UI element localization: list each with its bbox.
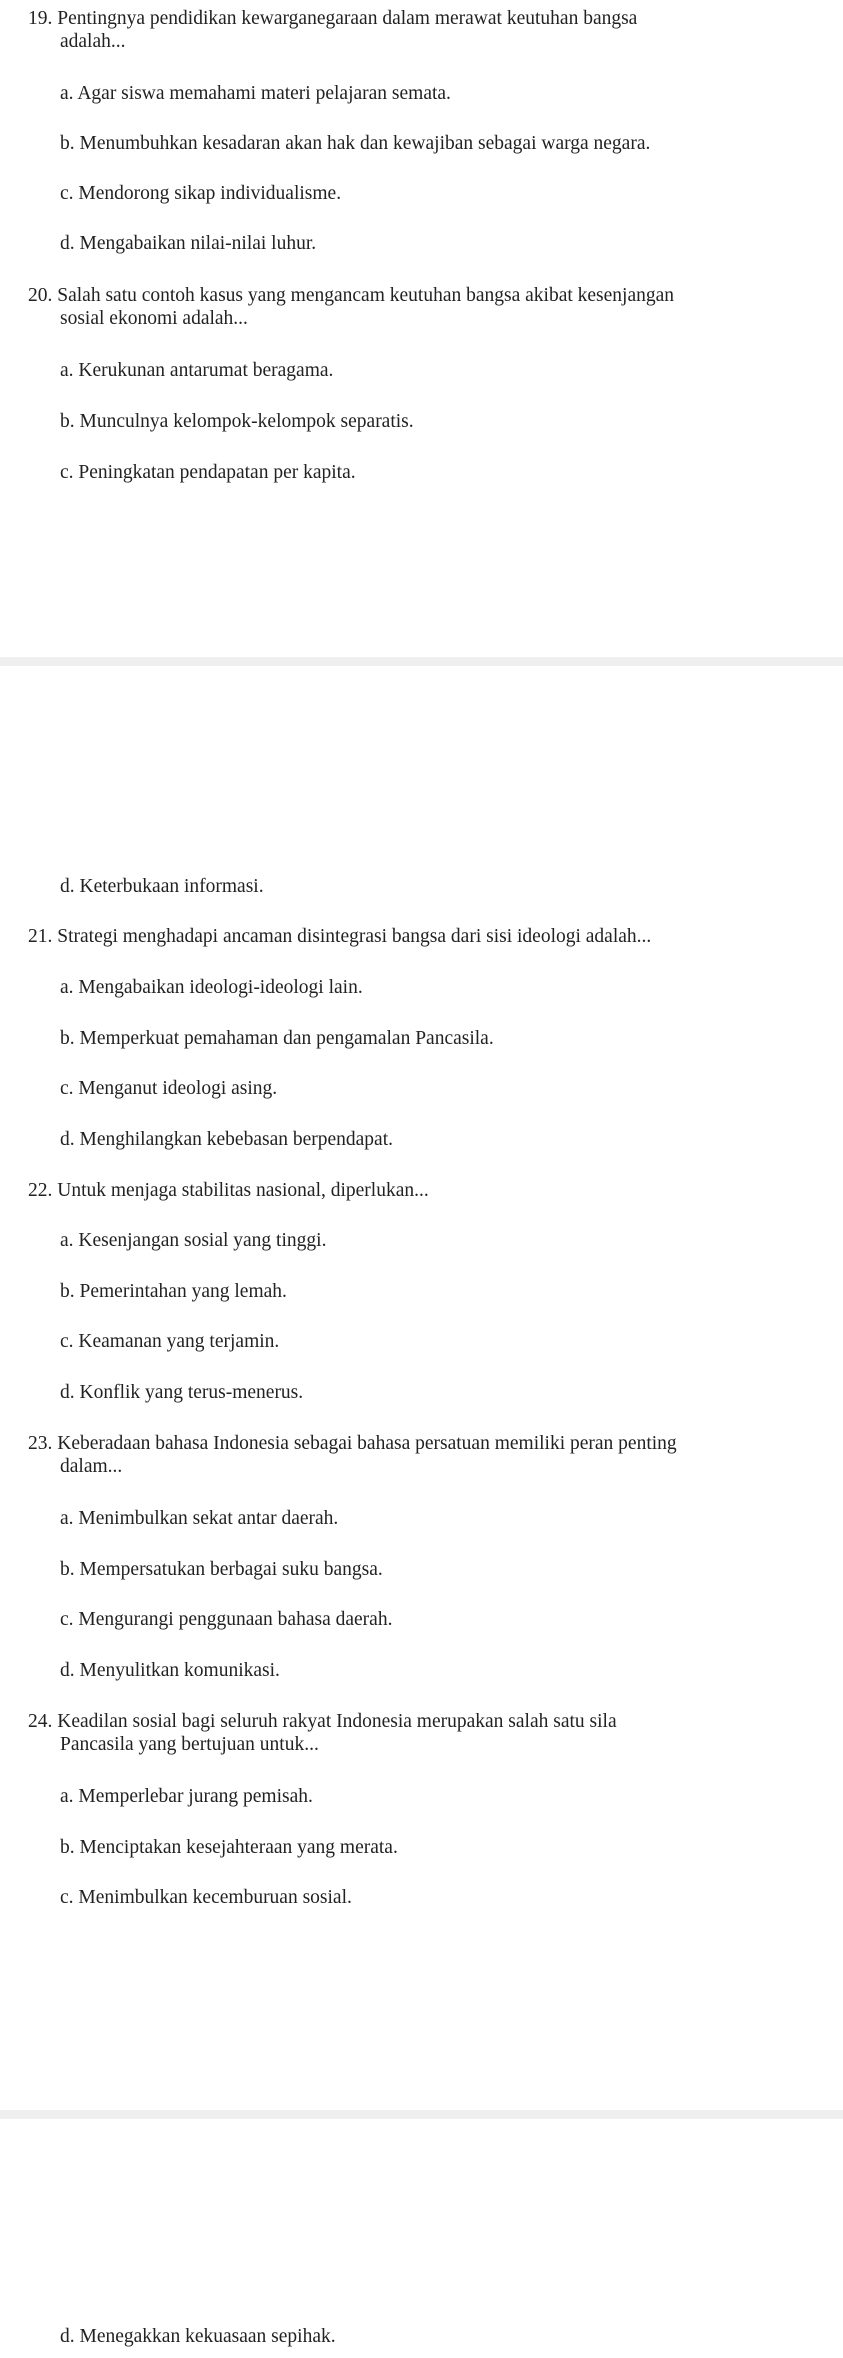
question-21-option-b: b. Memperkuat pemahaman dan pengamalan Pancasila.: [60, 1028, 494, 1049]
question-20-option-c: c. Peningkatan pendapatan per kapita.: [60, 462, 356, 483]
question-22-option-a: a. Kesenjangan sosial yang tinggi.: [60, 1230, 327, 1251]
question-24-line-1: 24. Keadilan sosial bagi seluruh rakyat Indonesia merupakan salah satu sila: [28, 1711, 617, 1732]
page-separator: [0, 2110, 843, 2119]
question-20-line-2: sosial ekonomi adalah...: [60, 308, 248, 329]
page-separator: [0, 657, 843, 666]
question-20-line-1: 20. Salah satu contoh kasus yang mengancam keutuhan bangsa akibat kesenjangan: [28, 285, 675, 306]
question-22-option-d: d. Konflik yang terus-menerus.: [60, 1382, 304, 1403]
question-23-option-a: a. Menimbulkan sekat antar daerah.: [60, 1508, 339, 1529]
question-21-option-c: c. Menganut ideologi asing.: [60, 1078, 278, 1099]
question-19-option-a: a. Agar siswa memahami materi pelajaran semata.: [60, 83, 451, 104]
question-19-line-2: adalah...: [60, 31, 126, 52]
question-24-option-a: a. Memperlebar jurang pemisah.: [60, 1786, 313, 1807]
question-23-line-1: 23. Keberadaan bahasa Indonesia sebagai bahasa persatuan memiliki peran penting: [28, 1433, 677, 1454]
question-24-option-c: c. Menimbulkan kecemburuan sosial.: [60, 1887, 352, 1908]
question-24-option-d: d. Menegakkan kekuasaan sepihak.: [60, 2326, 336, 2347]
question-19-option-d: d. Mengabaikan nilai-nilai luhur.: [60, 233, 317, 254]
question-23-line-2: dalam...: [60, 1456, 123, 1477]
question-20-option-b: b. Munculnya kelompok-kelompok separatis.: [60, 411, 414, 432]
question-20-option-a: a. Kerukunan antarumat beragama.: [60, 360, 334, 381]
question-24-line-2: Pancasila yang bertujuan untuk...: [60, 1734, 319, 1755]
question-23-option-d: d. Menyulitkan komunikasi.: [60, 1660, 280, 1681]
question-22-option-c: c. Keamanan yang terjamin.: [60, 1331, 280, 1352]
question-19-option-c: c. Mendorong sikap individualisme.: [60, 183, 342, 204]
question-23-option-c: c. Mengurangi penggunaan bahasa daerah.: [60, 1609, 393, 1630]
question-19-option-b: b. Menumbuhkan kesadaran akan hak dan kewajiban sebagai warga negara.: [60, 133, 651, 154]
question-21-line-1: 21. Strategi menghadapi ancaman disintegrasi bangsa dari sisi ideologi adalah...: [28, 926, 652, 947]
question-20-option-d: d. Keterbukaan informasi.: [60, 876, 264, 897]
question-21-option-d: d. Menghilangkan kebebasan berpendapat.: [60, 1129, 394, 1150]
question-22-option-b: b. Pemerintahan yang lemah.: [60, 1281, 287, 1302]
question-22-line-1: 22. Untuk menjaga stabilitas nasional, diperlukan...: [28, 1180, 429, 1201]
question-21-option-a: a. Mengabaikan ideologi-ideologi lain.: [60, 977, 363, 998]
question-23-option-b: b. Mempersatukan berbagai suku bangsa.: [60, 1559, 383, 1580]
question-24-option-b: b. Menciptakan kesejahteraan yang merata.: [60, 1837, 398, 1858]
question-19-line-1: 19. Pentingnya pendidikan kewarganegaraan dalam merawat keutuhan bangsa: [28, 8, 638, 29]
